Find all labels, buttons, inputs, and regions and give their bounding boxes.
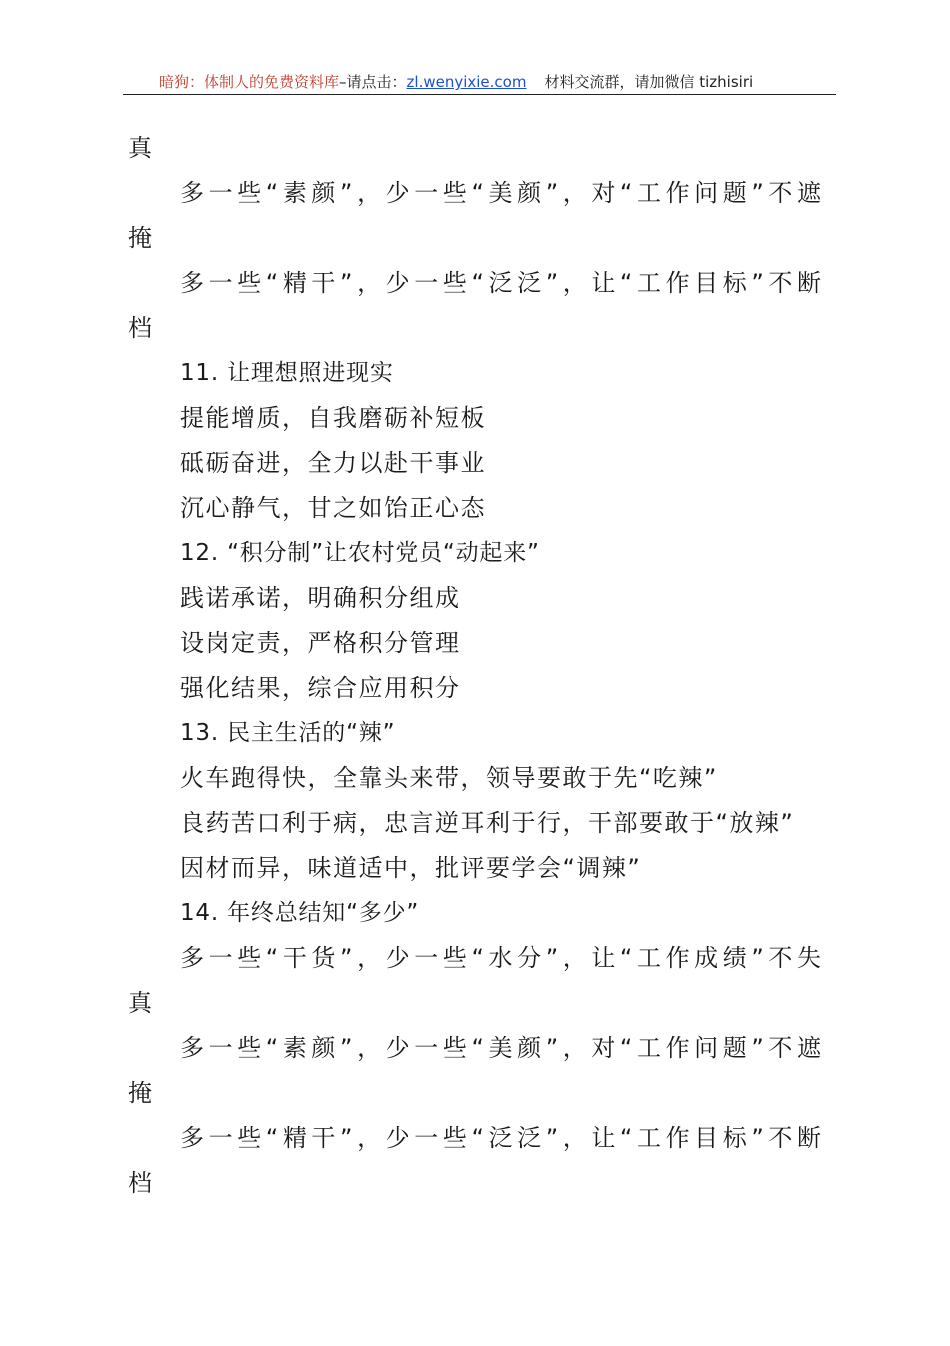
- text-line: 践诺承诺，明确积分组成: [180, 584, 461, 612]
- text-line: 沉心静气，甘之如饴正心态: [180, 494, 486, 522]
- text-line: 掩: [128, 224, 154, 252]
- text-line: 真: [128, 989, 154, 1017]
- text-line: 多一些“素颜”，少一些“美颜”，对“工作问题”不遮: [180, 179, 826, 207]
- section-heading: 11. 让理想照进现实: [180, 360, 394, 386]
- header-contact: 材料交流群，请加微信 tizhisiri: [544, 73, 754, 91]
- header-link[interactable]: zl.wenyixie.com: [406, 73, 527, 91]
- text-line: 档: [128, 314, 154, 342]
- text-line: 火车跑得快，全靠头来带，领导要敢于先“吃辣”: [180, 764, 718, 792]
- section-heading: 12. “积分制”让农村党员“动起来”: [180, 540, 540, 566]
- text-line: 提能增质，自我磨砺补短板: [180, 404, 486, 432]
- section-heading: 13. 民主生活的“辣”: [180, 720, 396, 746]
- text-line: 多一些“干货”，少一些“水分”，让“工作成绩”不失: [180, 944, 826, 972]
- text-line: 多一些“精干”，少一些“泛泛”，让“工作目标”不断: [180, 269, 826, 297]
- text-line: 档: [128, 1169, 154, 1197]
- text-line: 掩: [128, 1079, 154, 1107]
- text-line: 良药苦口利于病，忠言逆耳利于行，干部要敢于“放辣”: [180, 809, 795, 837]
- text-line: 多一些“精干”，少一些“泛泛”，让“工作目标”不断: [180, 1124, 826, 1152]
- header-brand: 暗狗：体制人的免费资料库: [159, 73, 340, 91]
- text-line: 砥砺奋进，全力以赴干事业: [180, 449, 486, 477]
- text-line: 因材而异，味道适中，批评要学会“调辣”: [180, 854, 642, 882]
- header-prompt: –请点击：: [339, 73, 407, 91]
- text-line: 真: [128, 134, 154, 162]
- text-line: 多一些“素颜”，少一些“美颜”，对“工作问题”不遮: [180, 1034, 826, 1062]
- text-line: 设岗定责，严格积分管理: [180, 629, 461, 657]
- header-text: [159, 71, 753, 92]
- page-header: [123, 68, 836, 95]
- section-heading: 14. 年终总结知“多少”: [180, 900, 420, 926]
- text-line: 强化结果，综合应用积分: [180, 674, 461, 702]
